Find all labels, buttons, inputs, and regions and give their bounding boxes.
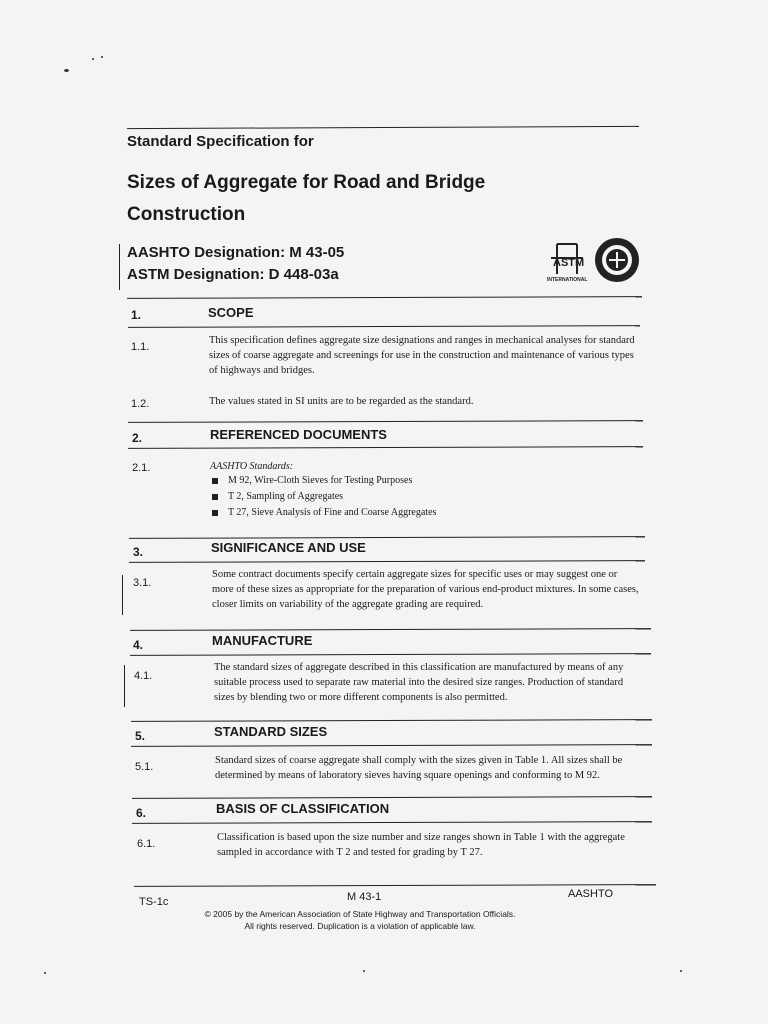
section-heading: STANDARD SIZES — [214, 724, 328, 739]
scan-speck — [101, 56, 103, 58]
logos — [545, 236, 645, 286]
astm-logo-icon — [545, 236, 645, 286]
paragraph: The values stated in SI units are to be regarded as the standard. — [209, 396, 474, 407]
change-bar — [119, 244, 120, 290]
document-title: Sizes of Aggregate for Road and Bridge Construction — [127, 172, 486, 225]
footer-rule — [134, 884, 656, 887]
paragraph: Some contract documents specify certain aggregate sizes for specific uses or may suggest one or more of these sizes as appropriate for the preparation of various end-product mixtures. In some cases, closer limits on variability of the aggregate grading are required. — [212, 569, 639, 610]
section-rule — [129, 560, 645, 563]
section-number: 1. — [131, 308, 142, 322]
change-bar — [124, 665, 125, 707]
section-heading: MANUFACTURE — [212, 633, 313, 648]
section-number: 5. — [135, 729, 146, 743]
svg-text:ASTM: ASTM — [553, 257, 585, 269]
bullet-icon — [212, 494, 218, 500]
section-number: 4. — [133, 638, 144, 652]
section-heading: REFERENCED DOCUMENTS — [210, 427, 387, 442]
paragraph-number: 3.1. — [133, 577, 152, 589]
paragraph: Standard sizes of coarse aggregate shall comply with the sizes given in Table 1. All sizes shall be determined by means of laboratory sieves having square openings and conforming to M 92. — [215, 755, 623, 781]
list-item: T 27, Sieve Analysis of Fine and Coarse Aggregates — [212, 507, 436, 518]
copyright-notice — [180, 908, 540, 932]
section-rule — [130, 653, 651, 656]
paragraph-number: 4.1. — [134, 670, 153, 682]
section-rule — [128, 325, 640, 328]
section-heading: SCOPE — [208, 305, 254, 320]
footer-code: TS-1c — [139, 896, 169, 908]
astm-tagline: INTERNATIONAL — [547, 277, 588, 283]
scan-speck — [92, 58, 94, 60]
section-rule — [131, 719, 652, 722]
section-rule — [129, 536, 645, 539]
aashto-seal-icon — [595, 238, 639, 282]
list-intro: AASHTO Standards: — [210, 461, 294, 472]
page-number: M 43-1 — [347, 891, 382, 903]
section-rule — [132, 821, 652, 824]
section-rule — [131, 744, 652, 747]
paragraph-number: 1.2. — [131, 398, 150, 410]
astm-designation: ASTM Designation: D 448-03a — [127, 266, 339, 283]
aashto-designation: AASHTO Designation: M 43-05 — [127, 244, 345, 261]
spec-label: Standard Specification for — [127, 133, 314, 150]
scan-speck — [44, 972, 46, 974]
copyright-line: © 2005 by the American Association of State Highway and Transportation Officials. — [204, 909, 516, 919]
scan-speck — [363, 970, 365, 972]
section-rule — [132, 796, 652, 799]
paragraph: Classification is based upon the size number and size ranges shown in Table 1 with the aggregate sampled in accordance with T 2 and tested for grading by T 27. — [217, 832, 625, 858]
section-rule — [128, 446, 643, 449]
bullet-icon — [212, 478, 218, 484]
paragraph-number: 2.1. — [132, 462, 151, 474]
bullet-icon — [212, 510, 218, 516]
section-heading: SIGNIFICANCE AND USE — [211, 540, 366, 555]
paragraph: This specification defines aggregate size designations and ranges in mechanical analyses for standard sizes of coarse aggregate and screenings for use in the construction and maintenance of various types of highways and bridges. — [209, 335, 635, 376]
section-number: 3. — [133, 545, 144, 559]
header-rule — [127, 126, 639, 129]
scan-speck — [64, 69, 69, 72]
paragraph-number: 6.1. — [137, 838, 156, 850]
designation-rule — [127, 296, 642, 299]
copyright-line: All rights reserved. Duplication is a violation of applicable law. — [244, 921, 476, 931]
scan-speck — [680, 970, 682, 972]
section-number: 2. — [132, 431, 143, 445]
paragraph: The standard sizes of aggregate described in this classification are manufactured by means of any suitable process used to separate raw material into the desired size ranges. Production of standard sizes by blending two or more different components is also permitted. — [214, 662, 624, 703]
paragraph-number: 1.1. — [131, 341, 150, 353]
list-item: M 92, Wire-Cloth Sieves for Testing Purposes — [212, 475, 412, 486]
list-item: T 2, Sampling of Aggregates — [212, 491, 343, 502]
paragraph-number: 5.1. — [135, 761, 154, 773]
section-rule — [130, 628, 651, 631]
section-heading: BASIS OF CLASSIFICATION — [216, 801, 390, 816]
footer-publisher: AASHTO — [568, 888, 614, 900]
section-number: 6. — [136, 806, 147, 820]
change-bar — [122, 575, 123, 615]
section-rule — [128, 420, 643, 423]
